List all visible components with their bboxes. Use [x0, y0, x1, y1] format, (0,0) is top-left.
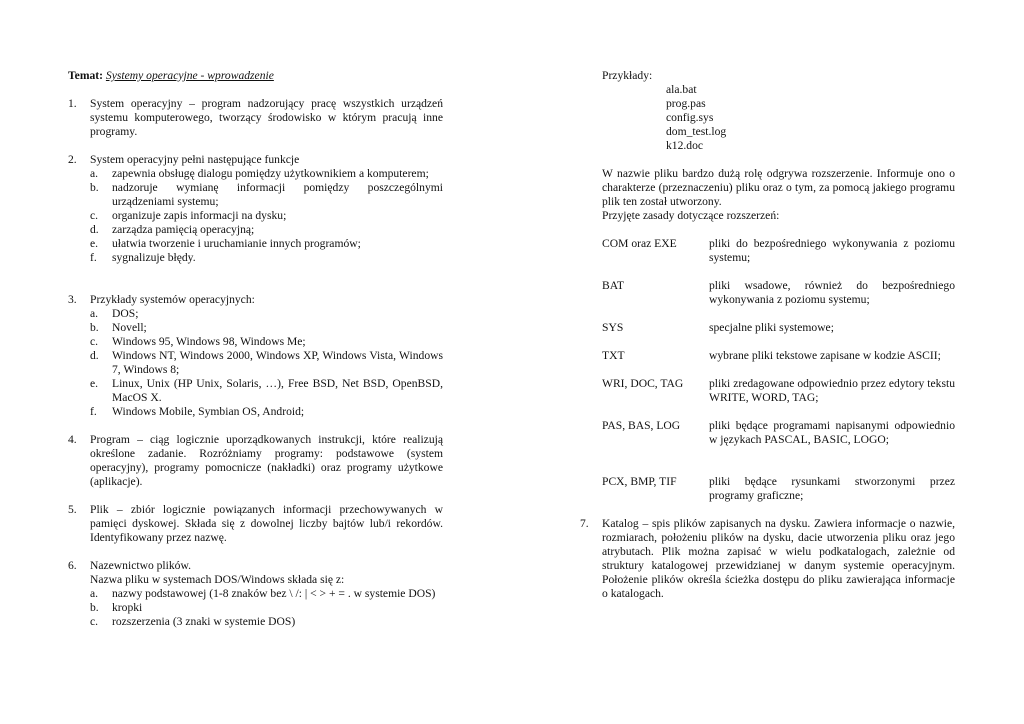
- example-file: k12.doc: [666, 139, 704, 152]
- extension-row: [602, 349, 955, 363]
- list-item: [68, 237, 443, 251]
- list-letter: b.: [90, 321, 99, 334]
- section-4: [68, 433, 443, 489]
- list-letter: b.: [90, 601, 99, 614]
- list-item: [68, 405, 443, 419]
- section-number: 5.: [68, 503, 77, 516]
- extension-desc: pliki będące programami napisanymi odpowiednio w językach PASCAL, BASIC, LOGO;: [709, 419, 955, 446]
- list-letter: f.: [90, 251, 97, 264]
- extension-desc: specjalne pliki systemowe;: [709, 321, 834, 334]
- section-number: 3.: [68, 293, 77, 306]
- list-letter: b.: [90, 181, 99, 194]
- list-text: rozszerzenia (3 znaki w systemie DOS): [112, 615, 296, 628]
- examples-label: Przykłady:: [602, 69, 653, 82]
- extension-row: [602, 237, 955, 265]
- list-item: [68, 167, 443, 181]
- list-letter: e.: [90, 377, 99, 390]
- example-file: dom_test.log: [666, 125, 727, 138]
- section-text: System operacyjny – program nadzorujący pracę wszystkich urządzeń systemu komputerowego, tworzący środowisko w którym pracują inne programy.: [90, 97, 443, 138]
- list-item: [68, 601, 443, 615]
- section-5: [68, 503, 443, 545]
- extension-key: PCX, BMP, TIF: [602, 475, 677, 488]
- extension-key: SYS: [602, 321, 624, 334]
- extension-desc: pliki do bezpośredniego wykonywania z poziomu systemu;: [709, 237, 955, 264]
- list-text: organizuje zapis informacji na dysku;: [112, 209, 287, 222]
- extension-desc: pliki zredagowane odpowiednio przez edytory tekstu WRITE, WORD, TAG;: [709, 377, 955, 404]
- extension-key: COM oraz EXE: [602, 237, 677, 250]
- section-number: 7.: [580, 517, 589, 530]
- list-letter: a.: [90, 587, 99, 600]
- list-text: ułatwia tworzenie i uruchamianie innych programów;: [112, 237, 361, 250]
- list-text: kropki: [112, 601, 143, 614]
- list-item: [68, 377, 443, 405]
- list-item: [68, 587, 443, 601]
- example-file: config.sys: [666, 111, 714, 124]
- list-item: [68, 321, 443, 335]
- section-text: Nazewnictwo plików.: [90, 559, 191, 572]
- list-item: [68, 335, 443, 349]
- section-number: 2.: [68, 153, 77, 166]
- extension-desc: pliki będące rysunkami stworzonymi przez programy graficzne;: [709, 475, 955, 502]
- extension-row: [602, 279, 955, 307]
- extension-desc: pliki wsadowe, również do bezpośredniego wykonywania z poziomu systemu;: [709, 279, 955, 306]
- list-text: zarządza pamięcią operacyjną;: [112, 223, 255, 236]
- extension-row: [602, 377, 955, 405]
- list-letter: c.: [90, 209, 99, 222]
- list-text: sygnalizuje błędy.: [112, 251, 196, 264]
- document-title: [68, 69, 274, 83]
- example-file: prog.pas: [666, 97, 706, 110]
- section-6: [68, 559, 443, 629]
- list-item: [68, 615, 443, 629]
- list-letter: d.: [90, 349, 99, 362]
- section-number: 1.: [68, 97, 77, 110]
- list-text: DOS;: [112, 307, 139, 320]
- examples-list: [666, 83, 726, 153]
- list-item: [68, 209, 443, 223]
- extension-row: [602, 419, 955, 447]
- example-file: ala.bat: [666, 83, 697, 96]
- section-2: [68, 153, 443, 265]
- extension-key: BAT: [602, 279, 624, 292]
- list-letter: d.: [90, 223, 99, 236]
- extension-rules-heading: Przyjęte zasady dotyczące rozszerzeń:: [602, 209, 780, 222]
- section-subtext: Nazwa pliku w systemach DOS/Windows składa się z:: [90, 573, 345, 586]
- section-text: Katalog – spis plików zapisanych na dysku. Zawiera informacje o nazwie, rozmiarach, położeniu plików na dysku, dacie utworzenia pliku oraz jego atrybutach. Plik można zapisać w wielu podkatalogach, zależnie od struktury katalogowej przewidzianej w danym systemie operacyjnym. Położenie plików określa ścieżka dostępu do pliku zawierająca informacje o katalogach.: [602, 517, 955, 600]
- list-text: nadzoruje wymianę informacji pomiędzy poszczególnymi urządzeniami systemu;: [112, 181, 443, 208]
- list-letter: a.: [90, 167, 99, 180]
- list-letter: f.: [90, 405, 97, 418]
- section-number: 6.: [68, 559, 77, 572]
- list-letter: e.: [90, 237, 99, 250]
- extension-key: TXT: [602, 349, 625, 362]
- title-prefix: Temat:: [68, 69, 103, 82]
- list-text: Novell;: [112, 321, 147, 334]
- list-letter: c.: [90, 615, 99, 628]
- section-text: Plik – zbiór logicznie powiązanych informacji przechowywanych w pamięci dyskowej. Składa się z dowolnej liczby bajtów lub/i rekordów. Identyfikowany przez nazwę.: [90, 503, 443, 544]
- list-item: [68, 181, 443, 209]
- list-text: zapewnia obsługę dialogu pomiędzy użytkownikiem a komputerem;: [112, 167, 429, 180]
- extension-desc: wybrane pliki tekstowe zapisane w kodzie ASCII;: [709, 349, 941, 362]
- extension-row: [602, 321, 955, 335]
- extension-key: PAS, BAS, LOG: [602, 419, 681, 432]
- list-item: [68, 223, 443, 237]
- list-text: Windows Mobile, Symbian OS, Android;: [112, 405, 305, 418]
- extension-row: [602, 475, 955, 503]
- section-text: Program – ciąg logicznie uporządkowanych instrukcji, które realizują określone zadanie. Rozróżniamy programy: podstawowe (system operacyjny), programy pomocnicze (nakładki) oraz programy użytkowe (aplikacje).: [90, 433, 443, 488]
- list-text: Windows NT, Windows 2000, Windows XP, Windows Vista, Windows 7, Windows 8;: [112, 349, 443, 376]
- list-item: [68, 307, 443, 321]
- extension-key: WRI, DOC, TAG: [602, 377, 684, 390]
- section-1: [68, 97, 443, 139]
- section-number: 4.: [68, 433, 77, 446]
- section-7: [580, 517, 955, 601]
- list-letter: a.: [90, 307, 99, 320]
- list-item: [68, 349, 443, 377]
- list-text: nazwy podstawowej (1-8 znaków bez \ /: | < > + = . w systemie DOS): [112, 587, 436, 600]
- list-letter: c.: [90, 335, 99, 348]
- list-item: [68, 251, 443, 265]
- list-text: Linux, Unix (HP Unix, Solaris, …), Free BSD, Net BSD, OpenBSD, MacOS X.: [112, 377, 443, 404]
- section-3: [68, 293, 443, 419]
- list-text: Windows 95, Windows 98, Windows Me;: [112, 335, 306, 348]
- extension-intro: W nazwie pliku bardzo dużą rolę odgrywa rozszerzenie. Informuje ono o charakterze (przeznaczeniu) pliku oraz o tym, za pomocą jakiego programu plik ten został utworzony.: [602, 167, 955, 208]
- section-text: System operacyjny pełni następujące funkcje: [90, 153, 300, 166]
- section-text: Przykłady systemów operacyjnych:: [90, 293, 255, 306]
- title-subject: Systemy operacyjne - wprowadzenie: [105, 69, 274, 82]
